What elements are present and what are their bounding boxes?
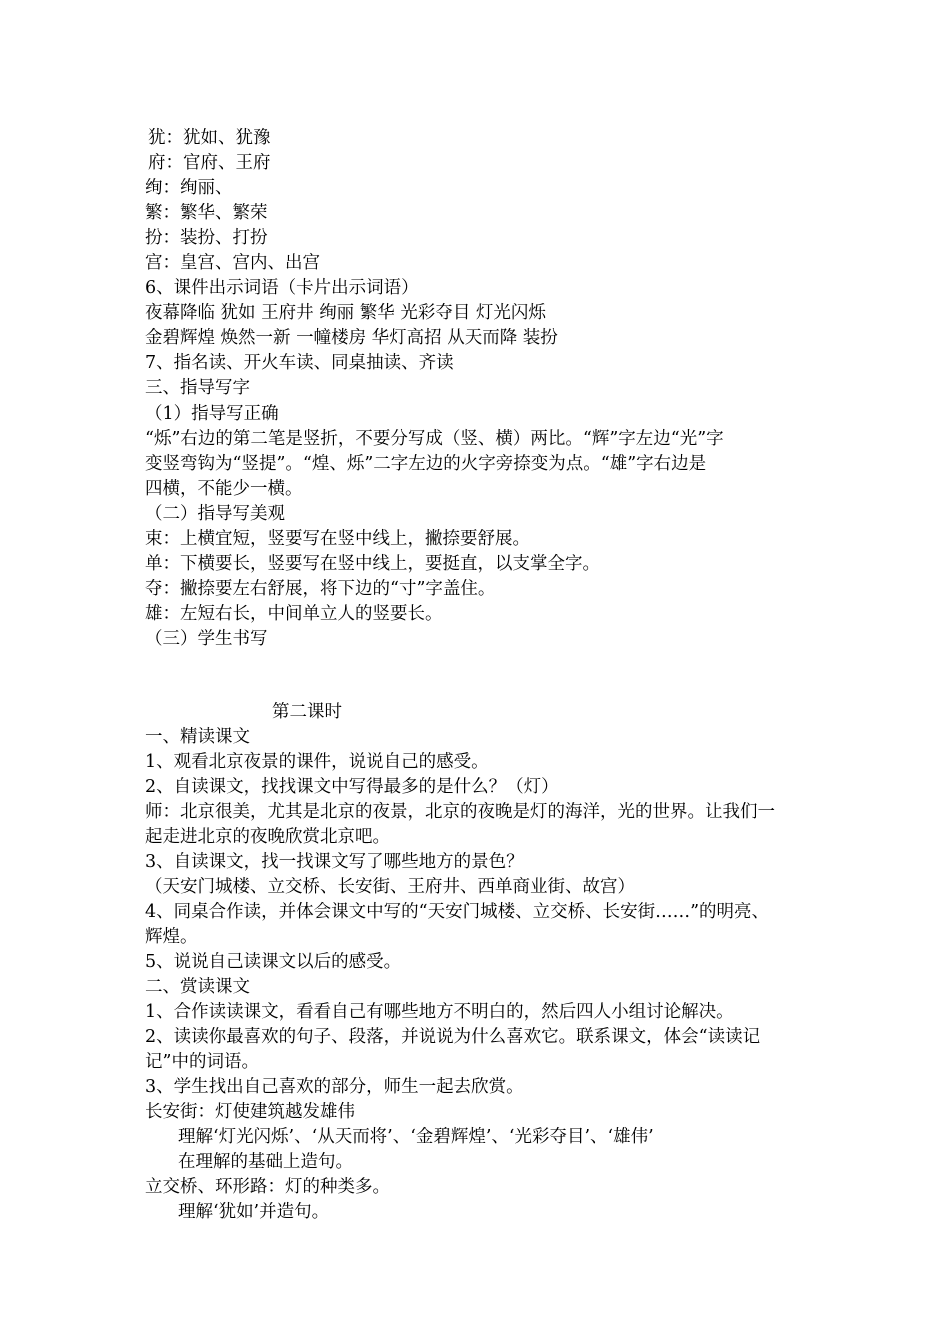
text-line: “烁”右边的第二笔是竖折，不要分写成（竖、横）两比。“辉”字左边“光”字: [145, 429, 724, 449]
text-line: （三）学生书写: [145, 629, 268, 649]
text-line: 2、读读你最喜欢的句子、段落，并说说为什么喜欢它。联系课文，体会“读读记: [145, 1027, 761, 1047]
text-line: 7、指名读、开火车读、同桌抽读、齐读: [145, 353, 454, 373]
text-line: 3、自读课文，找一找课文写了哪些地方的景色？: [145, 852, 524, 872]
section-heading: 一、精读课文: [145, 727, 250, 747]
text-line: （二）指导写美观: [145, 504, 285, 524]
text-line: 金碧辉煌 焕然一新 一幢楼房 华灯高招 从天而降 装扮: [145, 328, 558, 348]
text-line: 理解‘灯光闪烁’、‘从天而将’、‘金碧辉煌’、‘光彩夺目’、‘雄伟’: [178, 1127, 654, 1147]
section-heading: 二、赏读课文: [145, 977, 250, 997]
text-line: 夜幕降临 犹如 王府井 绚丽 繁华 光彩夺目 灯光闪烁: [145, 303, 546, 323]
text-line: 起走进北京的夜晚欣赏北京吧。: [145, 827, 390, 847]
text-line: 夺：撇捺要左右舒展，将下边的“寸”字盖住。: [145, 579, 496, 599]
text-line: 师：北京很美，尤其是北京的夜景，北京的夜晚是灯的海洋，光的世界。让我们一: [145, 802, 775, 822]
text-line: 3、学生找出自己喜欢的部分，师生一起去欣赏。: [145, 1077, 524, 1097]
text-line: 束：上横宜短，竖要写在竖中线上，撇捺要舒展。: [145, 529, 530, 549]
text-line: 记”中的词语。: [145, 1052, 259, 1072]
text-line: 理解‘犹如’并造句。: [178, 1202, 330, 1222]
text-line: （1）指导写正确: [145, 404, 279, 424]
text-line: 扮：装扮、打扮: [145, 228, 268, 248]
text-line: 长安街：灯使建筑越发雄伟: [145, 1102, 355, 1122]
text-line: 在理解的基础上造句。: [178, 1152, 353, 1172]
text-line: 雄：左短右长，中间单立人的竖要长。: [145, 604, 443, 624]
step-heading: 6、课件出示词语（卡片出示词语）: [145, 278, 419, 298]
text-line: 府：官府、王府: [148, 153, 271, 173]
text-line: 立交桥、环形路：灯的种类多。: [145, 1177, 390, 1197]
text-line: 单：下横要长，竖要写在竖中线上，要挺直，以支掌全字。: [145, 554, 600, 574]
text-line: 宫：皇宫、宫内、出宫: [145, 253, 320, 273]
text-line: 四横，不能少一横。: [145, 479, 303, 499]
text-line: 5、说说自己读课文以后的感受。: [145, 952, 402, 972]
text-line: 1、合作读读课文，看看自己有哪些地方不明白的，然后四人小组讨论解决。: [145, 1002, 734, 1022]
text-line: 繁：繁华、繁荣: [145, 203, 268, 223]
char-word-line: 犹：犹如、犹豫: [148, 128, 271, 148]
section-heading: 三、指导写字: [145, 378, 250, 398]
text-line: 绚：绚丽、: [145, 178, 233, 198]
text-line: 2、自读课文，找找课文中写得最多的是什么？（灯）: [145, 777, 559, 797]
text-line: 辉煌。: [145, 927, 198, 947]
text-line: （天安门城楼、立交桥、长安街、王府井、西单商业街、故宫）: [145, 877, 635, 897]
lesson-title: 第二课时: [272, 702, 342, 722]
text-line: 4、同桌合作读，并体会课文中写的“天安门城楼、立交桥、长安街……”的明亮、: [145, 902, 770, 922]
text-line: 变竖弯钩为“竖提”。“煌、烁”二字左边的火字旁捺变为点。“雄”字右边是: [145, 454, 707, 474]
text-line: 1、观看北京夜景的课件，说说自己的感受。: [145, 752, 489, 772]
